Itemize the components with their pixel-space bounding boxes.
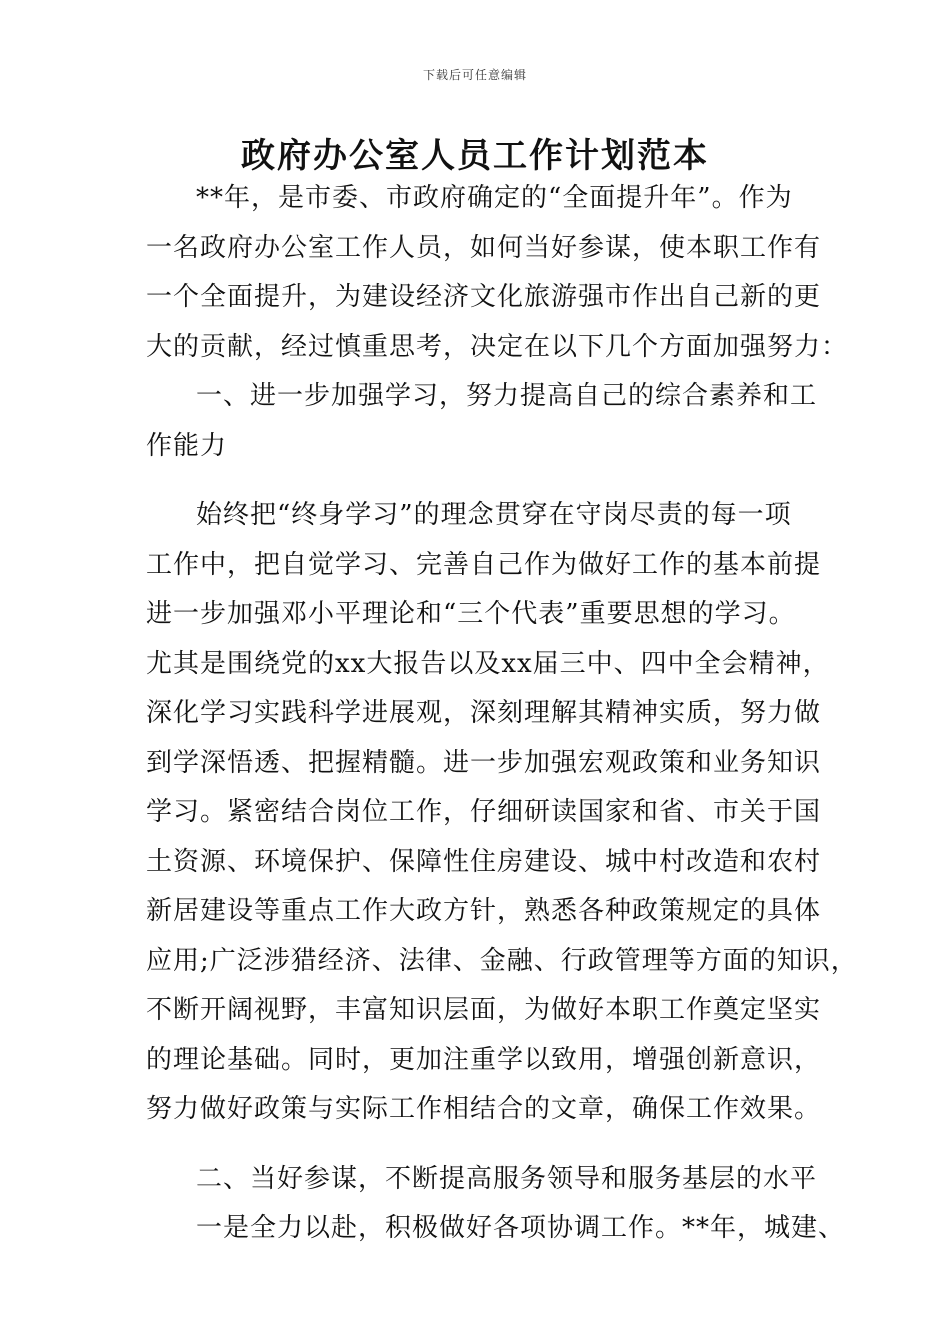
paragraph-line: 一名政府办公室工作人员，如何当好参谋，使本职工作有 [146, 232, 822, 263]
paragraph-line: 不断开阔视野，丰富知识层面，为做好本职工作奠定坚实 [146, 995, 822, 1025]
paragraph-line: 深化学习实践科学进展观，深刻理解其精神实质，努力做 [146, 698, 822, 728]
document-body [146, 174, 858, 1254]
section-heading-line: 作能力 [146, 430, 228, 461]
paragraph-gap [146, 1135, 826, 1155]
paragraph-gap [146, 471, 826, 491]
paragraph-line: 始终把“终身学习”的理念贯穿在守岗尽责的每一项 [196, 500, 792, 530]
paragraph-line: 应用;广泛涉猎经济、法律、金融、行政管理等方面的知识， [146, 945, 858, 976]
paragraph-line: 的理论基础。同时，更加注重学以致用，增强创新意识， [146, 1044, 822, 1075]
header-note: 下载后可任意编辑 [422, 68, 527, 82]
paragraph-line: 尤其是围绕党的xx大报告以及xx届三中、四中全会精神， [146, 648, 830, 679]
paragraph-line: 大的贡献，经过慎重思考，决定在以下几个方面加强努力： [146, 331, 849, 362]
paragraph-line: 一个全面提升，为建设经济文化旅游强市作出自己新的更 [146, 282, 822, 312]
paragraph-line: 工作中，把自觉学习、完善自己作为做好工作的基本前提 [146, 549, 822, 580]
paragraph-line: **年，是市委、市政府确定的“全面提升年”。作为 [196, 183, 793, 213]
paragraph-line: 到学深悟透、把握精髓。进一步加强宏观政策和业务知识 [146, 747, 822, 778]
paragraph-line: 一是全力以赴，积极做好各项协调工作。**年，城建、 [196, 1213, 846, 1243]
paragraph-line: 努力做好政策与实际工作相结合的文章，确保工作效果。 [146, 1094, 822, 1124]
paragraph-line: 土资源、环境保护、保障性住房建设、城中村改造和农村 [146, 846, 822, 877]
paragraph-line: 进一步加强邓小平理论和“三个代表”重要思想的学习。 [146, 599, 796, 629]
document-title: 政府办公室人员工作计划范本 [241, 136, 709, 176]
paragraph-line: 学习。紧密结合岗位工作，仔细研读国家和省、市关于国 [146, 797, 822, 827]
section-heading-line: 一、进一步加强学习，努力提高自己的综合素养和工 [196, 381, 818, 411]
paragraph-line: 新居建设等重点工作大政方针，熟悉各种政策规定的具体 [146, 896, 822, 926]
section-heading-line: 二、当好参谋，不断提高服务领导和服务基层的水平 [196, 1163, 818, 1194]
